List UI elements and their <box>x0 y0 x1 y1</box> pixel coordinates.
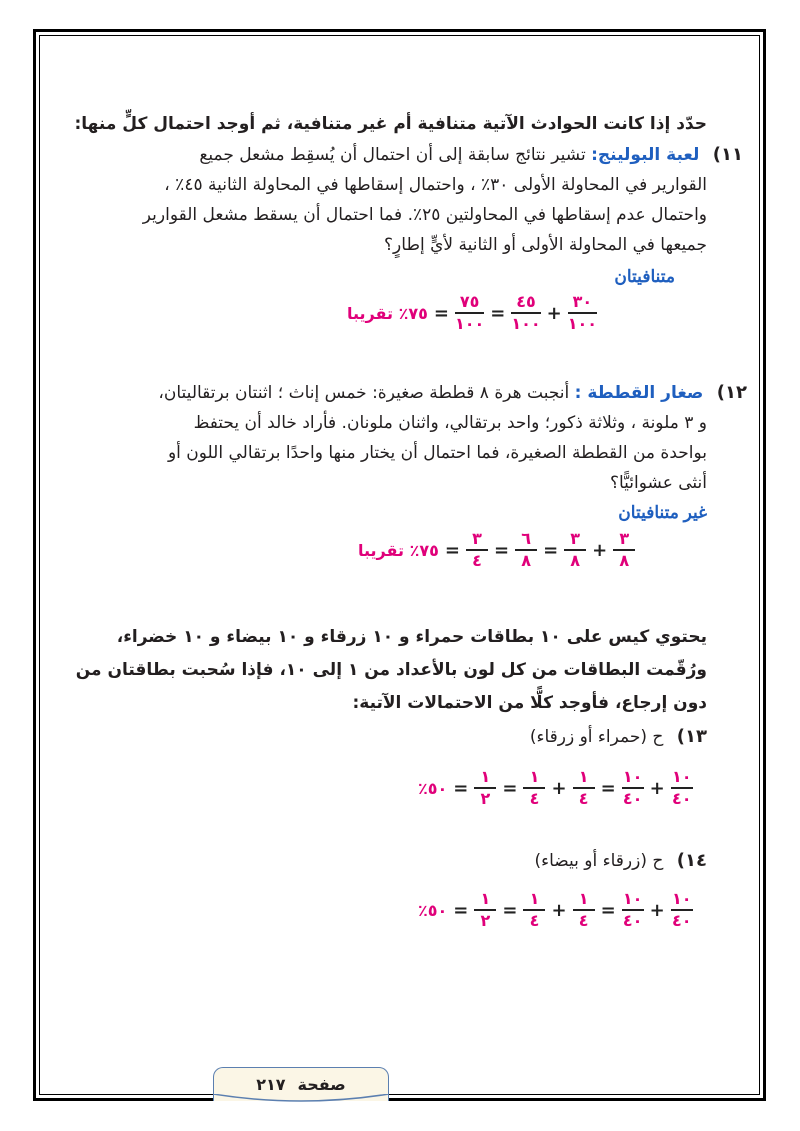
q12-equation: ٧٥٪ تقريبا = $\frac{٣}{٤}$ = $\frac{٦}{٨}$ = $\frac{٣}{٨}$ + $\frac{٣}{٨}$ <box>358 530 635 570</box>
q14-frac-d: $\frac{١}{٤}$ <box>523 890 545 930</box>
q12-line1 <box>45 382 747 404</box>
q14-frac-c: $\frac{١}{٤}$ <box>573 890 595 930</box>
q11-title: لعبة البولينج: <box>591 145 700 165</box>
q12-text1: أنجبت هرة ٨ قططة صغيرة: خمس إناث ؛ اثنتان برتقاليتان، <box>158 383 570 403</box>
q14-frac-b: $\frac{١٠}{٤٠}$ <box>622 889 643 930</box>
q11-number: ١١) <box>712 144 743 165</box>
q14-frac-a: $\frac{١٠}{٤٠}$ <box>672 889 692 930</box>
q13-frac-e: $\frac{١}{٢}$ <box>474 768 496 808</box>
q12-frac-b: $\frac{٣}{٨}$ <box>564 530 586 570</box>
q13-line <box>45 726 707 748</box>
q11-result: ٧٥٪ تقريبا <box>347 303 428 323</box>
page-content <box>45 40 755 1090</box>
q12-answer-type: غير متنافيتان <box>618 503 707 522</box>
page-number: ٢١٧ <box>256 1075 286 1094</box>
q11-equation: ٧٥٪ تقريبا = $\frac{٧٥}{١٠٠}$ = $\frac{٤٥}{١٠٠}$ + $\frac{٣٠}{١٠٠}$ <box>347 292 598 333</box>
q13-equation: ٥٠٪ = $\frac{١}{٢}$ = $\frac{١}{٤}$ + $\frac{١}{٤}$ = $\frac{١٠}{٤٠}$ + $\frac{١٠}{٤٠}$ <box>418 767 692 808</box>
q11-frac-c: $\frac{٧٥}{١٠٠}$ <box>454 292 485 333</box>
q12-line2: و ٣ ملونة ، وثلاثة ذكور؛ واحد برتقالي، واثنان ملونان. فأراد خالد أن يحتفظ <box>193 413 707 433</box>
bag-line3: دون إرجاع، فأوجد كلًّا من الاحتمالات الآتية: <box>352 693 707 713</box>
q12-title: صغار القططة : <box>574 383 704 403</box>
q13-result: ٥٠٪ <box>418 778 448 798</box>
q14-result: ٥٠٪ <box>418 900 448 920</box>
intro-text: حدّد إذا كانت الحوادث الآتية متنافية أم غير متنافية، ثم أوجد احتمال كلٍّ منها: <box>74 114 707 134</box>
q14-line <box>45 850 707 872</box>
q13-frac-a: $\frac{١٠}{٤٠}$ <box>672 767 692 808</box>
q14-equation: ٥٠٪ = $\frac{١}{٢}$ = $\frac{١}{٤}$ + $\frac{١}{٤}$ = $\frac{١٠}{٤٠}$ + $\frac{١٠}{٤٠}$ <box>418 889 692 930</box>
q11-line4: جميعها في المحاولة الأولى أو الثانية لأيٍّ إطارٍ؟ <box>384 235 707 255</box>
q12-frac-d: $\frac{٣}{٤}$ <box>466 530 488 570</box>
q11-line2: القوارير في المحاولة الأولى ٣٠٪ ، واحتمال إسقاطها في المحاولة الثانية ٤٥٪ ، <box>164 175 707 195</box>
q13-frac-c: $\frac{١}{٤}$ <box>573 768 595 808</box>
q12-line3: بواحدة من القططة الصغيرة، فما احتمال أن يختار منها واحدًا برتقالي اللون أو <box>167 443 707 463</box>
q11-text1: تشير نتائج سابقة إلى أن احتمال أن يُسقِط مشعل جميع <box>199 145 586 165</box>
q13-frac-d: $\frac{١}{٤}$ <box>523 768 545 808</box>
bag-line1: يحتوي كيس على ١٠ بطاقات حمراء و ١٠ زرقاء و ١٠ بيضاء و ١٠ خضراء، <box>116 627 707 647</box>
q13-label: ح (حمراء أو زرقاء) <box>529 727 664 747</box>
bag-line2: ورُقّمت البطاقات من كل لون بالأعداد من ١ إلى ١٠، فإذا سُحبت بطاقتان من <box>75 660 707 680</box>
q11-frac-a: $\frac{٣٠}{١٠٠}$ <box>567 292 598 333</box>
q12-frac-c: $\frac{٦}{٨}$ <box>515 530 537 570</box>
q11-answer-type: متنافيتان <box>614 267 675 286</box>
q11-line3: واحتمال عدم إسقاطها في المحاولتين ٢٥٪. فما احتمال أن يسقط مشعل القوارير <box>142 205 707 225</box>
q11-line1 <box>45 144 743 166</box>
q13-frac-b: $\frac{١٠}{٤٠}$ <box>622 767 643 808</box>
q12-frac-a: $\frac{٣}{٨}$ <box>613 530 635 570</box>
page-label: صفحة <box>297 1075 346 1094</box>
q12-result: ٧٥٪ تقريبا <box>358 540 439 560</box>
q14-number: ١٤) <box>676 850 707 871</box>
q12-line4: أنثى عشوائيًّا؟ <box>609 473 707 493</box>
q12-number: ١٢) <box>716 382 747 403</box>
q11-frac-b: $\frac{٤٥}{١٠٠}$ <box>511 292 541 333</box>
q14-frac-e: $\frac{١}{٢}$ <box>474 890 496 930</box>
q13-number: ١٣) <box>676 726 707 747</box>
page-tab-curve <box>213 1094 389 1104</box>
q14-label: ح (زرقاء أو بيضاء) <box>534 851 664 871</box>
